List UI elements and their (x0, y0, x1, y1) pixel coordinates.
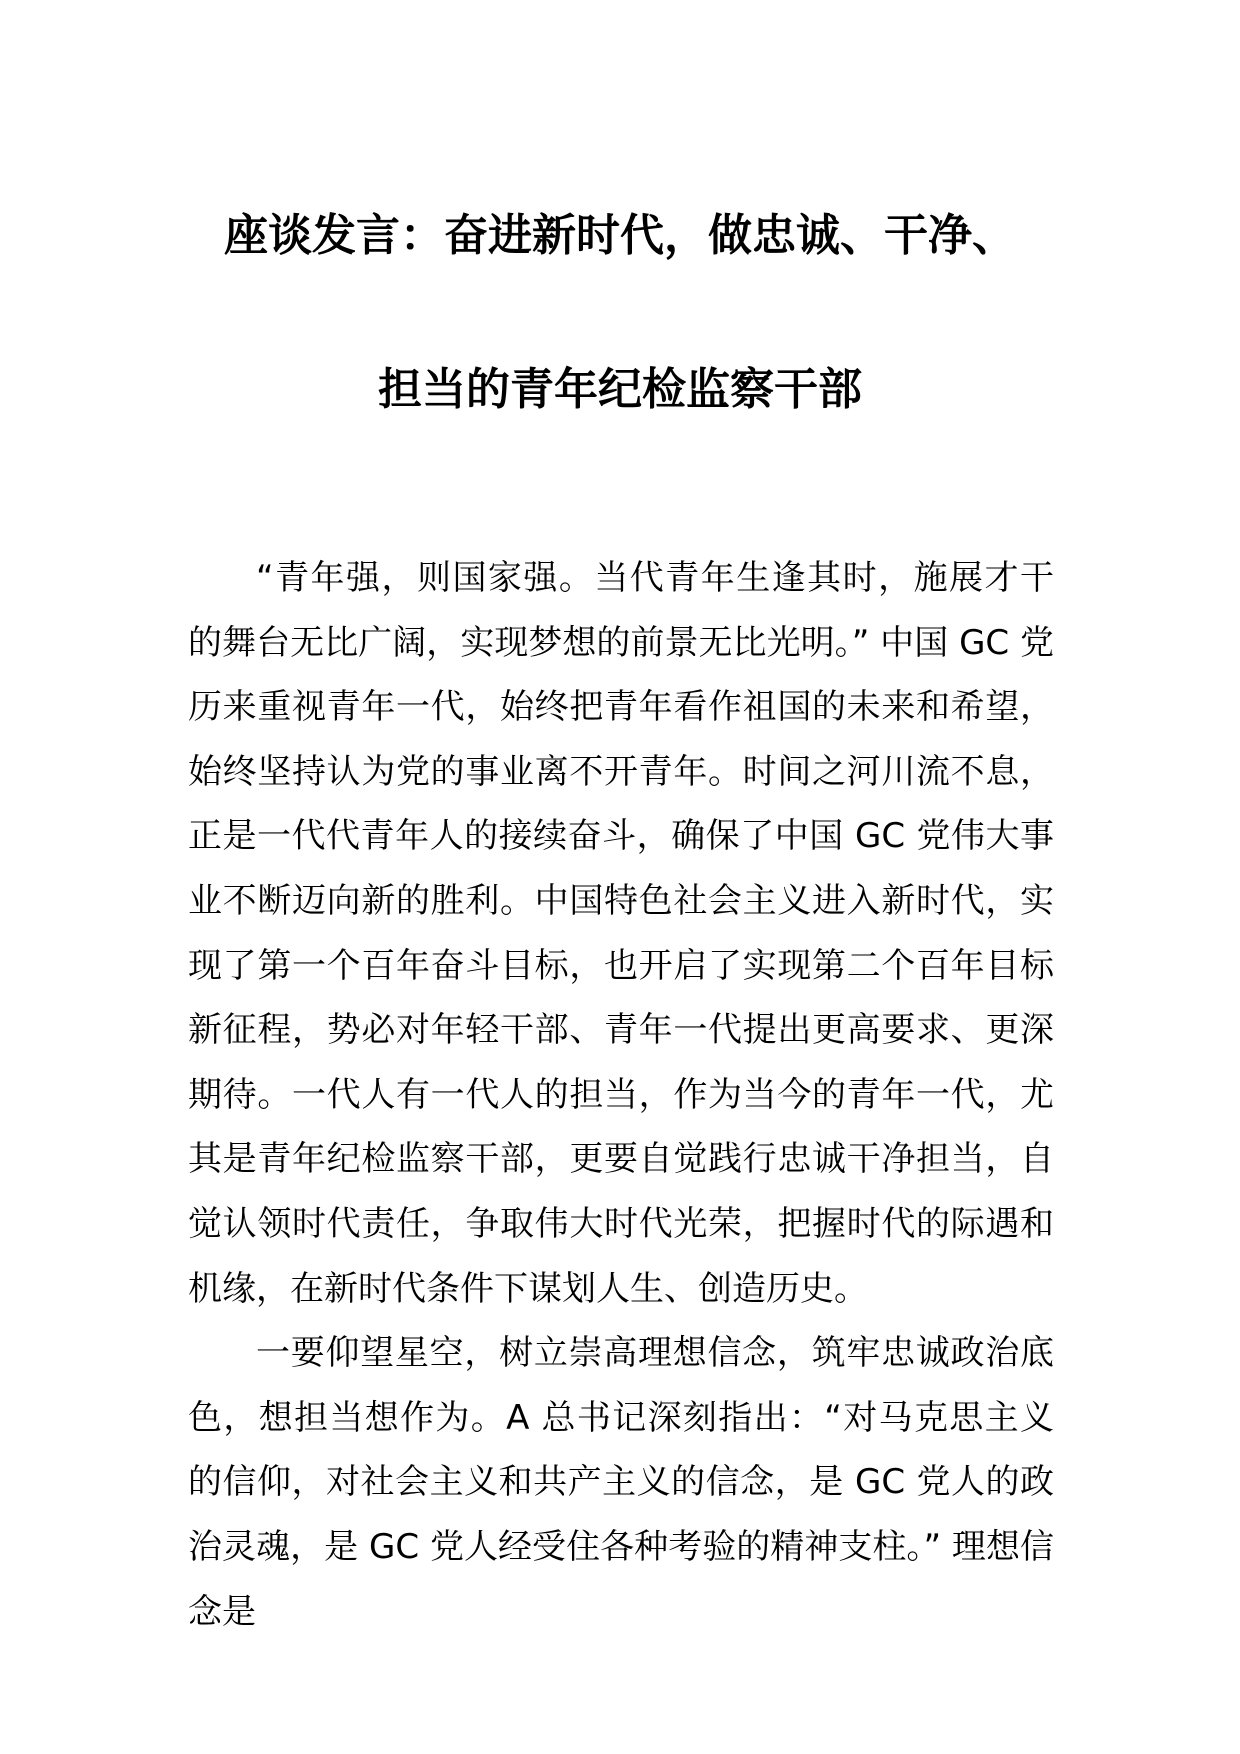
body-paragraph-1: “青年强，则国家强。当代青年生逢其时，施展才干的舞台无比广阔，实现梦想的前景无比光明。” 中国 GC 党历来重视青年一代，始终把青年看作祖国的未来和希望，始终坚持认为党的事业离不开青年。时间之河川流不息，正是一代代青年人的接续奋斗，确保了中国 GC 党伟大事业不断迈向新的胜利。中国特色社会主义进入新时代，实现了第一个百年奋斗目标，也开启了实现第二个百年目标新征程，势必对年轻干部、青年一代提出更高要求、更深期待。一代人有一代人的担当，作为当今的青年一代，尤其是青年纪检监察干部，更要自觉践行忠诚干净担当，自觉认领时代责任，争取伟大时代光荣，把握时代的际遇和机缘，在新时代条件下谋划人生、创造历史。 (188, 558, 1054, 1309)
body-paragraph-2: 一要仰望星空，树立崇高理想信念，筑牢忠诚政治底色，想担当想作为。A 总书记深刻指出：“对马克思主义的信仰，对社会主义和共产主义的信念，是 GC 党人的政治灵魂，是 GC 党人经受住各种考验的精神支柱。” 理想信念是 (188, 1333, 1054, 1632)
document-title-line-1: 座谈发言：奋进新时代，做忠诚、干净、 (224, 210, 1016, 261)
document-body (188, 546, 1054, 1644)
document-title-line-2: 担当的青年纪检监察干部 (378, 364, 862, 415)
